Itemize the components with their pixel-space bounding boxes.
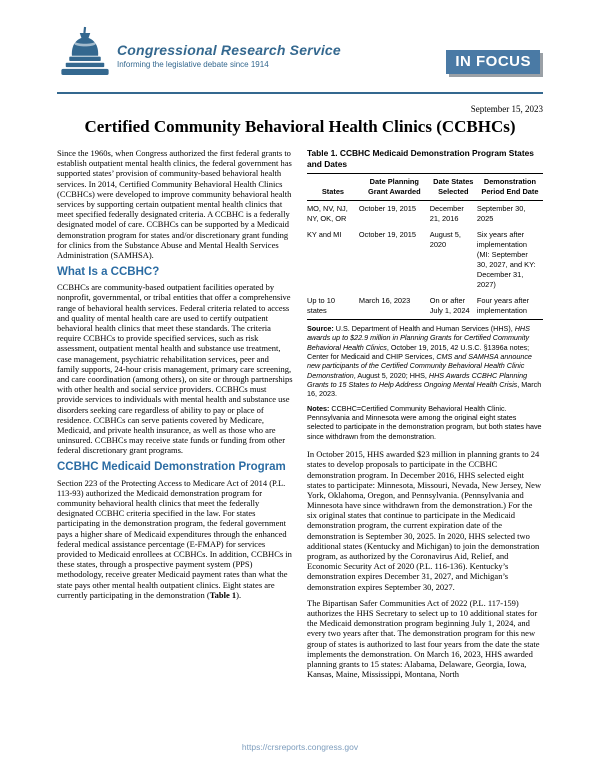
table-header xyxy=(307,174,543,201)
medicaid-paragraph: Section 223 of the Protecting Access to Medicare Act of 2014 (P.L. 113-93) authorized the Medicaid demonstration program for community behavioral health clinics that meet the federally designated CCBHC criteria specified in the law. For states participating in the demonstration program, the federal government pays a higher share of Medicaid expenditures through the enhanced federal medical assistance percentage (E-FMAP) for services provided to Medicaid enrollees at CCBHCs. In addition, CCBHCs in these states, through a prospective payment system (PPS) methodology, receive greater Medicaid payment rates than what the state pays other mental health outpatient clinics. Eight states are currently participating in the demonstration (Table 1). xyxy=(57,477,292,600)
cell-grant: March 16, 2023 xyxy=(358,295,411,305)
cell-selected: On or after July 1, 2024 xyxy=(429,295,470,315)
cell-states: KY and MI xyxy=(307,229,342,239)
intro-paragraph: Since the 1960s, when Congress authorized the first federal grants to establish outpatient mental health clinics, the federal government has supported states’ provision of community-based behavioral health services. In 2014, Certified Community Behavioral Health Clinics (CCBHCs) were developed to improve community behavioral health services by supporting certain outpatient mental health clinics that meet specified federally designated criteria. A CCBHC is a federally designated model of care. CCBHCs can be supported by a Medicaid demonstration program for states and/or discretionary grant funding for clinics from the Substance Abuse and Mental Health Services Administration (SAMHSA). xyxy=(57,148,292,260)
brand-tagline: Informing the legislative debate since 1914 xyxy=(117,60,269,69)
col-header-grant: Date Planning Grant Awarded xyxy=(359,174,430,201)
col-header-states: States xyxy=(307,174,359,201)
table-header-row xyxy=(307,174,543,201)
table-title: Table 1. CCBHC Medicaid Demonstration Program States and Dates xyxy=(307,148,534,169)
in-focus-badge: IN FOCUS xyxy=(446,50,540,74)
cell-selected: December 21, 2016 xyxy=(429,203,464,223)
section-heading-medicaid-demo: CCBHC Medicaid Demonstration Program xyxy=(57,461,286,474)
page-footer xyxy=(0,737,600,755)
document-title: Certified Community Behavioral Health Clinics (CCBHCs) xyxy=(84,117,516,136)
cell-grant: October 19, 2015 xyxy=(358,229,417,239)
col-header-end-date: Demonstration Period End Date xyxy=(477,174,543,201)
crs-reports-link[interactable]: https://crsreports.congress.gov xyxy=(241,742,359,752)
table-row xyxy=(307,293,543,319)
table-notes: Notes: CCBHC=Certified Community Behavioral Health Clinic. Pennsylvania and Minnesota were among the original eight states selected to participate in the demonstration program, but both states have since withdrawn from the demonstration. xyxy=(307,403,542,441)
capitol-dome-icon xyxy=(57,26,113,82)
left-column xyxy=(57,148,293,741)
col-header-selected: Date States Selected xyxy=(430,174,477,201)
cell-end-date: September 30, 2025 xyxy=(476,203,526,223)
table-source: Source: U.S. Department of Health and Human Services (HHS), HHS awards up to $22.9 million in Planning Grants for Certified Community Behavioral Health Clinics, October 19, 2015, 42 U.S.C. §1396a notes; Center for Medicaid and CHIP Services, CMS and SAMHSA announce new participants of the Certified Community Behavioral Health Clinic Demonstration, August 5, 2020; HHS, HHS Awards CCBHC Planning Grants to 15 States to Help Address Ongoing Mental Health Crisis, March 16, 2023. xyxy=(307,323,542,399)
cell-end-date: Six years after implementation (MI: September 30, 2027, and KY: December 31, 2027) xyxy=(476,229,536,289)
history-paragraph: In October 2015, HHS awarded $23 million in planning grants to 24 states to develop proposals to participate in the CCBHC demonstration program. In December 2016, HHS selected eight states to participate: Minnesota, Missouri, Nevada, New Jersey, New York, Oklahoma, Oregon, and Pennsylvania. (Pennsylvania and Minnesota have since withdrawn from the demonstration.) For the six original states that continue to participate in the Medicaid demonstration program, the current expiration date of the demonstration is September 30, 2025. In 2020, HHS selected two additional states (Kentucky and Michigan) to join the demonstration program, as authorized by the Coronavirus Aid, Relief, and Economic Security Act of 2020 (P.L. 116-136). Kentucky’s demonstration expires December 31, 2027, and Michigan’s demonstration expires September 30, 2027. xyxy=(307,449,542,592)
cell-end-date: Four years after implementation xyxy=(476,295,530,315)
document-header xyxy=(57,26,543,84)
table-row xyxy=(307,200,543,226)
cell-grant: October 19, 2015 xyxy=(358,203,417,213)
cell-states: MO, NV, NJ, NY, OK, OR xyxy=(307,203,348,223)
section-heading-what-is: What Is a CCBHC? xyxy=(57,266,160,279)
bsca-paragraph: The Bipartisan Safer Communities Act of 2022 (P.L. 117-159) authorizes the HHS Secretary to select up to 10 additional states for the Medicaid demonstration program beginning July 1, 2024, and every two years after that. The demonstration program for this new group of states is authorized to last four years from the date the state implements the demonstration. On March 16, 2023, HHS awarded planning grants to 15 states: Alabama, Delaware, Georgia, Iowa, Kansas, Maine, Mississippi, Montana, North xyxy=(307,597,540,680)
cell-states: Up to 10 states xyxy=(307,295,335,315)
content-columns xyxy=(57,148,543,741)
cell-selected: August 5, 2020 xyxy=(429,229,461,249)
brand-title: Congressional Research Service xyxy=(117,42,341,58)
right-column xyxy=(307,148,543,741)
document-date: September 15, 2023 xyxy=(470,104,543,114)
what-is-paragraph: CCBHCs are community-based outpatient facilities operated by nonprofit, governmental, or tribal entities that offer a comprehensive range of behavioral health services. Federal criteria related to access and quality of mental health care are used to certify outpatient behavioral health clinics that meet these standards. The criteria require CCBHCs to provide specified services, such as risk assessment, outpatient mental health and substance use treatment, case management, psychiatric rehabilitation services, peer and family supports, 24-hour crisis management, primary care screening, and care coordination (among others), on site or through partnerships with other health and social service providers. CCBHCs must provide services to individuals with mental health and substance use disorders seeking care regardless of ability to pay or place of residence. CCBHCs can serve patients covered by Medicare, Medicaid, and private health insurance, as well as those who are uninsured. CCBHCs may receive state funds or funding from other federal discretionary grant programs. xyxy=(57,282,293,456)
brand-block xyxy=(117,42,341,69)
ccbhc-demo-table xyxy=(307,173,543,320)
table-row xyxy=(307,227,543,293)
header-divider xyxy=(57,92,543,94)
